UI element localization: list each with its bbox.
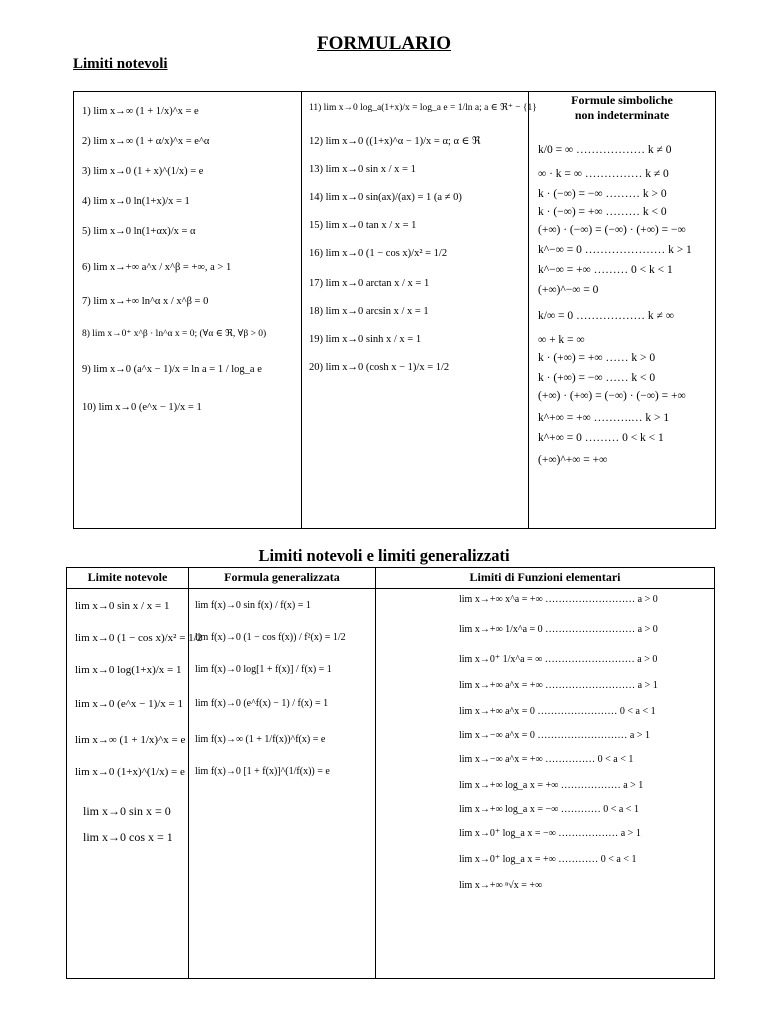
formula-1: 1) lim x→∞ (1 + 1/x)^x = e — [82, 106, 199, 117]
elementary-limit: lim x→+∞ log_a x = +∞ ……………… a > 1 — [459, 780, 644, 791]
symbolic-formula: k^+∞ = 0 ……… 0 < k < 1 — [538, 432, 664, 444]
elementary-limit: lim x→+∞ 1/x^a = 0 ……………………… a > 0 — [459, 624, 658, 635]
limiti-notevoli-table — [73, 91, 716, 529]
formula-16: 16) lim x→0 (1 − cos x)/x² = 1/2 — [309, 248, 448, 259]
formula-14: 14) lim x→0 sin(ax)/(ax) = 1 (a ≠ 0) — [309, 192, 462, 203]
symbolic-formula: (+∞) · (−∞) = (−∞) · (+∞) = −∞ — [538, 224, 686, 236]
limit-formula: lim x→0 sin x = 0 — [83, 804, 171, 818]
formula-11: 11) lim x→0 log_a(1+x)/x = log_a e = 1/ln a; a ∈ ℜ⁺ − {1} — [309, 103, 537, 113]
formula-4: 4) lim x→0 ln(1+x)/x = 1 — [82, 196, 190, 207]
formula-8: 8) lim x→0⁺ x^β · ln^α x = 0; (∀α ∈ ℜ, ∀β > 0) — [82, 329, 267, 339]
limit-formula: lim x→0 (1+x)^(1/x) = e — [75, 766, 185, 778]
symbolic-formula: (+∞)^+∞ = +∞ — [538, 454, 608, 466]
header-divider — [67, 588, 714, 589]
page-title: FORMULARIO — [316, 33, 452, 54]
formula-2: 2) lim x→∞ (1 + α/x)^x = e^α — [82, 136, 210, 147]
limit-formula: lim x→0 sin x / x = 1 — [75, 600, 170, 612]
generalized-formula: lim f(x)→0 sin f(x) / f(x) = 1 — [195, 600, 311, 611]
symbolic-formula: k · (−∞) = −∞ ……… k > 0 — [538, 188, 667, 200]
column-divider — [301, 92, 302, 528]
symbolic-formula: k · (−∞) = +∞ ……… k < 0 — [538, 206, 667, 218]
formula-19: 19) lim x→0 sinh x / x = 1 — [309, 334, 422, 345]
limit-formula: lim x→∞ (1 + 1/x)^x = e — [75, 734, 186, 746]
generalized-formula: lim f(x)→0 (1 − cos f(x)) / f²(x) = 1/2 — [195, 632, 346, 643]
column-divider — [188, 568, 189, 978]
generalized-formula: lim f(x)→0 [1 + f(x)]^(1/f(x)) = e — [195, 766, 330, 777]
elementary-limit: lim x→+∞ log_a x = −∞ ………… 0 < a < 1 — [459, 804, 639, 815]
elementary-limit: lim x→0⁺ log_a x = +∞ ………… 0 < a < 1 — [459, 854, 637, 865]
symbolic-formula: ∞ · k = ∞ …………… k ≠ 0 — [538, 168, 669, 180]
elementary-limit: lim x→0⁺ log_a x = −∞ ……………… a > 1 — [459, 828, 641, 839]
col-header-limite-notevole: Limite notevole — [87, 570, 168, 584]
elementary-limit: lim x→−∞ a^x = +∞ …………… 0 < a < 1 — [459, 754, 634, 765]
generalized-formula: lim f(x)→0 (e^f(x) − 1) / f(x) = 1 — [195, 698, 329, 709]
formula-15: 15) lim x→0 tan x / x = 1 — [309, 220, 417, 231]
generalized-formula: lim f(x)→0 log[1 + f(x)] / f(x) = 1 — [195, 664, 332, 675]
limit-formula: lim x→0 (e^x − 1)/x = 1 — [75, 698, 184, 710]
column-divider — [528, 92, 529, 528]
generalized-formula: lim f(x)→∞ (1 + 1/f(x))^f(x) = e — [195, 734, 326, 745]
formula-12: 12) lim x→0 ((1+x)^α − 1)/x = α; α ∈ ℜ — [309, 136, 481, 147]
symbolic-formula: (+∞)^−∞ = 0 — [538, 284, 599, 296]
symbolic-formula: k/0 = ∞ ……………… k ≠ 0 — [538, 144, 672, 156]
symbolic-formula: ∞ + k = ∞ — [538, 334, 585, 346]
formula-7: 7) lim x→+∞ ln^α x / x^β = 0 — [82, 296, 209, 307]
formule-simboliche-header — [529, 93, 715, 123]
limit-formula: lim x→0 (1 − cos x)/x² = 1/2 — [75, 632, 203, 644]
formula-9: 9) lim x→0 (a^x − 1)/x = ln a = 1 / log_a e — [82, 364, 262, 375]
limit-formula: lim x→0 log(1+x)/x = 1 — [75, 664, 182, 676]
limiti-generalizzati-table — [66, 567, 715, 979]
elementary-limit: lim x→−∞ a^x = 0 ……………………… a > 1 — [459, 730, 650, 741]
elementary-limit: lim x→+∞ x^a = +∞ ……………………… a > 0 — [459, 594, 658, 605]
symbolic-formula: k^−∞ = 0 ………………… k > 1 — [538, 244, 692, 256]
column-divider — [375, 568, 376, 978]
formula-10: 10) lim x→0 (e^x − 1)/x = 1 — [82, 402, 202, 413]
elementary-limit: lim x→+∞ a^x = +∞ ……………………… a > 1 — [459, 680, 658, 691]
col-header-formula-generalizzata: Formula generalizzata — [224, 570, 340, 584]
col-header-funzioni-elementari: Limiti di Funzioni elementari — [469, 570, 621, 584]
formula-6: 6) lim x→+∞ a^x / x^β = +∞, a > 1 — [82, 262, 232, 273]
symbolic-formula: k/∞ = 0 ……………… k ≠ ∞ — [538, 310, 674, 322]
formula-3: 3) lim x→0 (1 + x)^(1/x) = e — [82, 166, 204, 177]
symbolic-formula: k^−∞ = +∞ ……… 0 < k < 1 — [538, 264, 673, 276]
elementary-limit: lim x→+∞ a^x = 0 …………………… 0 < a < 1 — [459, 706, 656, 717]
limit-formula: lim x→0 cos x = 1 — [83, 830, 173, 844]
elementary-limit: lim x→0⁺ 1/x^a = ∞ ……………………… a > 0 — [459, 654, 658, 665]
symbolic-formula: k^+∞ = +∞ ……….… k > 1 — [538, 412, 670, 424]
section-generalizzati-heading: Limiti notevoli e limiti generalizzati — [258, 546, 510, 565]
formula-13: 13) lim x→0 sin x / x = 1 — [309, 164, 416, 175]
symbolic-formula: (+∞) · (+∞) = (−∞) · (−∞) = +∞ — [538, 390, 686, 402]
symbolic-formula: k · (+∞) = −∞ …… k < 0 — [538, 372, 656, 384]
header-line: non indeterminate — [574, 108, 670, 122]
elementary-limit: lim x→+∞ ⁿ√x = +∞ — [459, 880, 543, 891]
formula-5: 5) lim x→0 ln(1+αx)/x = α — [82, 226, 196, 237]
symbolic-formula: k · (+∞) = +∞ …… k > 0 — [538, 352, 656, 364]
formula-17: 17) lim x→0 arctan x / x = 1 — [309, 278, 430, 289]
header-line: Formule simboliche — [571, 93, 673, 107]
formula-20: 20) lim x→0 (cosh x − 1)/x = 1/2 — [309, 362, 450, 373]
formula-18: 18) lim x→0 arcsin x / x = 1 — [309, 306, 429, 317]
section-limiti-notevoli-heading: Limiti notevoli — [73, 56, 168, 72]
